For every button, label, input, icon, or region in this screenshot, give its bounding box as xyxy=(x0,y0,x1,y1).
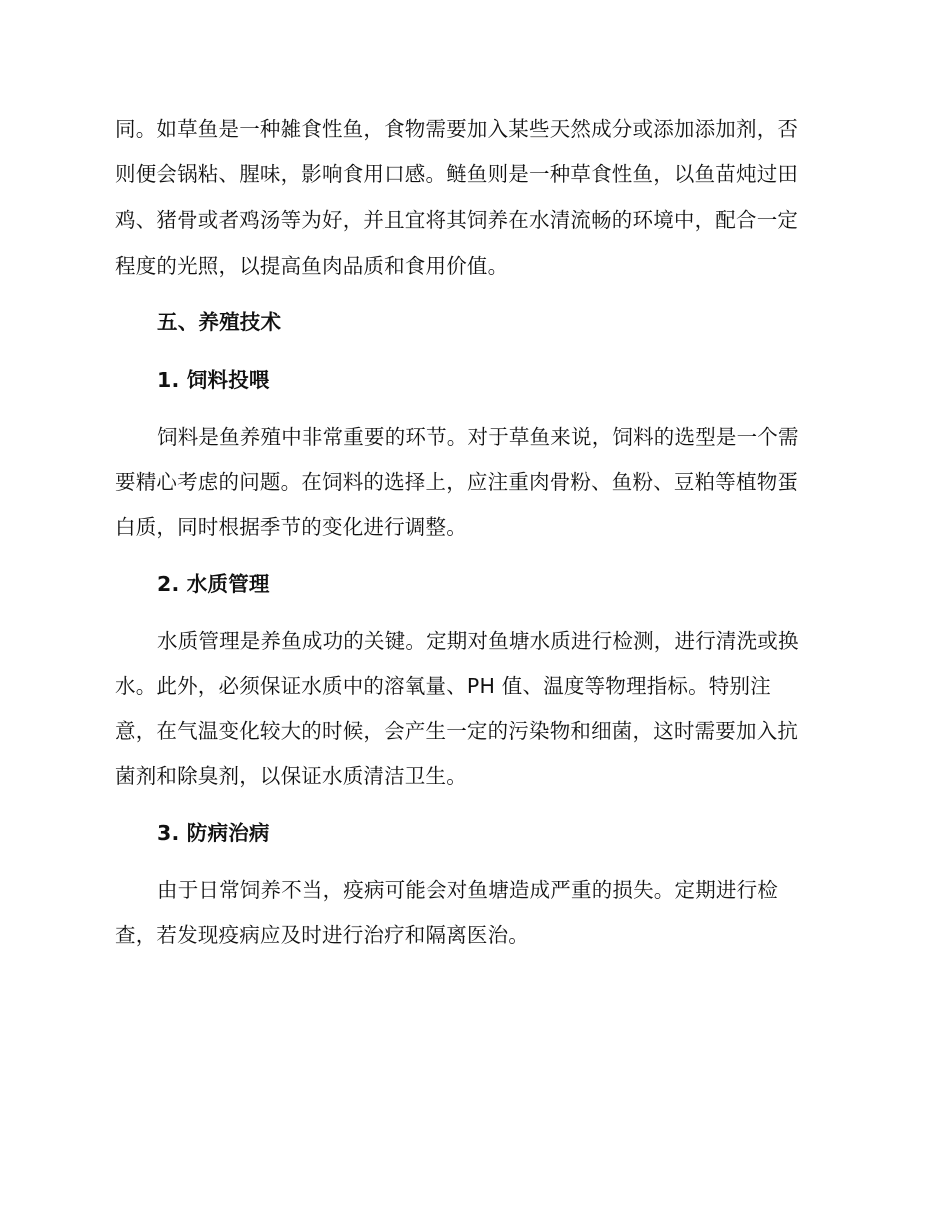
paragraph-line: 白质，同时根据季节的变化进行调整。 xyxy=(115,515,467,539)
subsection-heading: 1. 饲料投喂 xyxy=(157,368,270,392)
paragraph-line: 同。如草鱼是一种雑食性鱼，食物需要加入某些天然成分或添加添加剂，否 xyxy=(115,117,799,141)
paragraph-line: 水。此外，必须保证水质中的溶氧量、PH 值、温度等物理指标。特别注 xyxy=(115,674,771,698)
paragraph-line: 意，在气温变化较大的时候，会产生一定的污染物和细菌，这时需要加入抗 xyxy=(115,719,799,743)
paragraph-line: 鸡、猪骨或者鸡汤等为好，并且宜将其饲养在水清流畅的环境中，配合一定 xyxy=(115,208,799,232)
paragraph-line: 查，若发现疫病应及时进行治疗和隔离医治。 xyxy=(115,923,529,947)
paragraph-line: 则便会锅粘、腥味，影响食用口感。鲢鱼则是一种草食性鱼，以鱼苗炖过田 xyxy=(115,162,799,186)
subsection-heading: 3. 防病治病 xyxy=(157,821,270,845)
section-heading: 五、养殖技术 xyxy=(157,310,282,334)
paragraph-line: 饲料是鱼养殖中非常重要的环节。对于草鱼来说，饲料的选型是一个需 xyxy=(157,425,799,449)
paragraph-line: 程度的光照，以提高鱼肉品质和食用价值。 xyxy=(115,254,509,278)
paragraph-line: 水质管理是养鱼成功的关键。定期对鱼塘水质进行检测，进行清洗或换 xyxy=(157,629,799,653)
subsection-heading: 2. 水质管理 xyxy=(157,572,270,596)
paragraph-line: 由于日常饲养不当，疫病可能会对鱼塘造成严重的损失。定期进行检 xyxy=(157,878,778,902)
paragraph-line: 菌剂和除臭剂，以保证水质清洁卫生。 xyxy=(115,764,467,788)
paragraph-line: 要精心考虑的问题。在饲料的选择上，应注重肉骨粉、鱼粉、豆粕等植物蛋 xyxy=(115,470,799,494)
